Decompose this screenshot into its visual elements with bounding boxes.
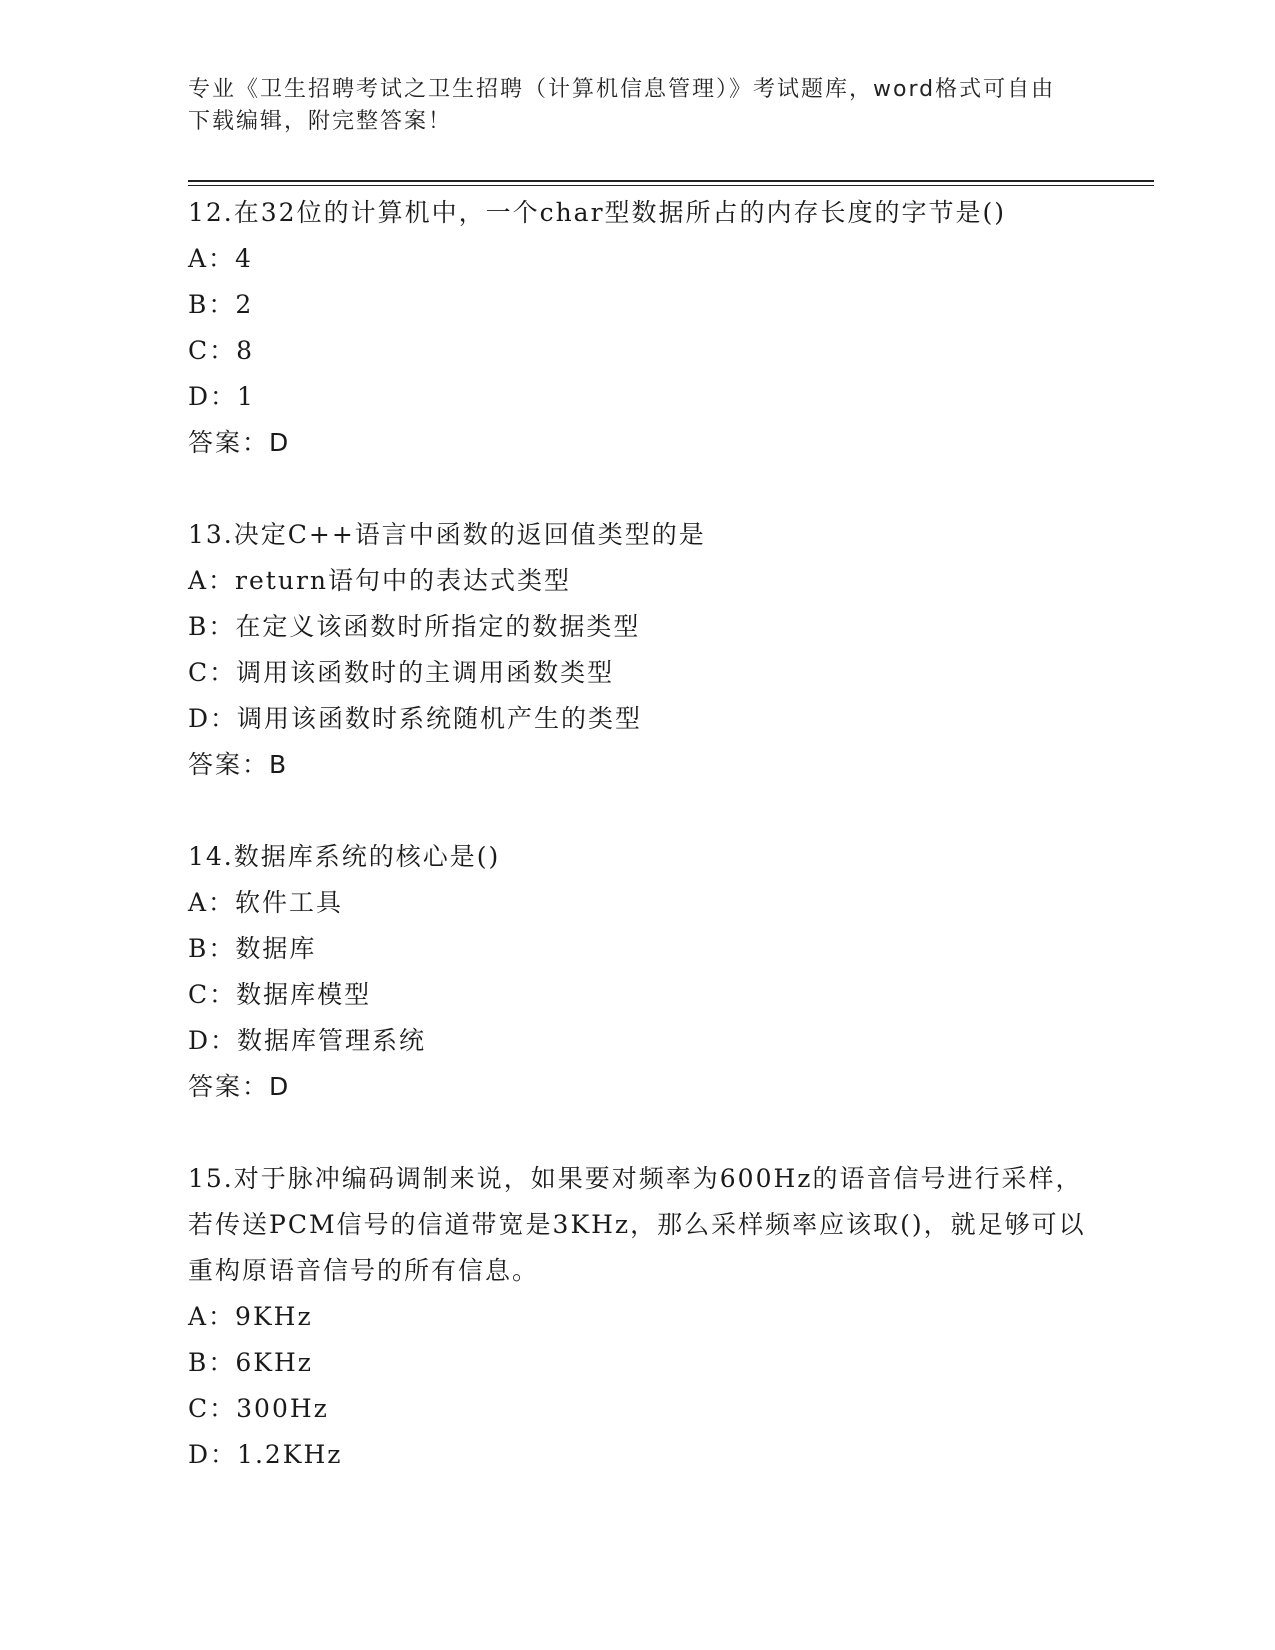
question-list [188, 190, 1088, 1524]
question-stem: 14.数据库系统的核心是() [188, 842, 501, 871]
option-a: A：return语句中的表达式类型 [188, 566, 571, 595]
question-13 [188, 512, 1088, 788]
document-header: 专业《卫生招聘考试之卫生招聘（计算机信息管理）》考试题库，word格式可自由下载编辑，附完整答案！ [188, 77, 1056, 134]
option-b: B：2 [188, 290, 254, 319]
option-c: C：8 [188, 336, 255, 365]
option-c: C：调用该函数时的主调用函数类型 [188, 658, 615, 687]
question-stem: 13.决定C++语言中函数的返回值类型的是 [188, 520, 706, 549]
question-stem: 12.在32位的计算机中，一个char型数据所占的内存长度的字节是() [188, 198, 1007, 227]
option-d: D：数据库管理系统 [188, 1026, 427, 1055]
question-stem: 15.对于脉冲编码调制来说，如果要对频率为600Hz的语音信号进行采样，若传送PCM信号的信道带宽是3KHz，那么采样频率应该取()，就足够可以重构原语音信号的所有信息。 [188, 1164, 1086, 1285]
question-15 [188, 1156, 1088, 1478]
option-a: A：9KHz [188, 1302, 313, 1331]
header-divider-thin [188, 185, 1154, 186]
option-b: B：数据库 [188, 934, 317, 963]
option-b: B：6KHz [188, 1348, 313, 1377]
answer-line: 答案：B [188, 750, 289, 779]
option-a: A：软件工具 [188, 888, 344, 917]
header-divider-thick [188, 180, 1154, 182]
option-c: C：300Hz [188, 1394, 329, 1423]
option-d: D：调用该函数时系统随机产生的类型 [188, 704, 643, 733]
answer-line: 答案：D [188, 428, 291, 457]
option-d: D：1.2KHz [188, 1440, 343, 1469]
option-a: A：4 [188, 244, 253, 273]
option-c: C：数据库模型 [188, 980, 372, 1009]
question-12 [188, 190, 1088, 466]
question-14 [188, 834, 1088, 1110]
option-b: B：在定义该函数时所指定的数据类型 [188, 612, 641, 641]
answer-line: 答案：D [188, 1072, 291, 1101]
option-d: D：1 [188, 382, 255, 411]
